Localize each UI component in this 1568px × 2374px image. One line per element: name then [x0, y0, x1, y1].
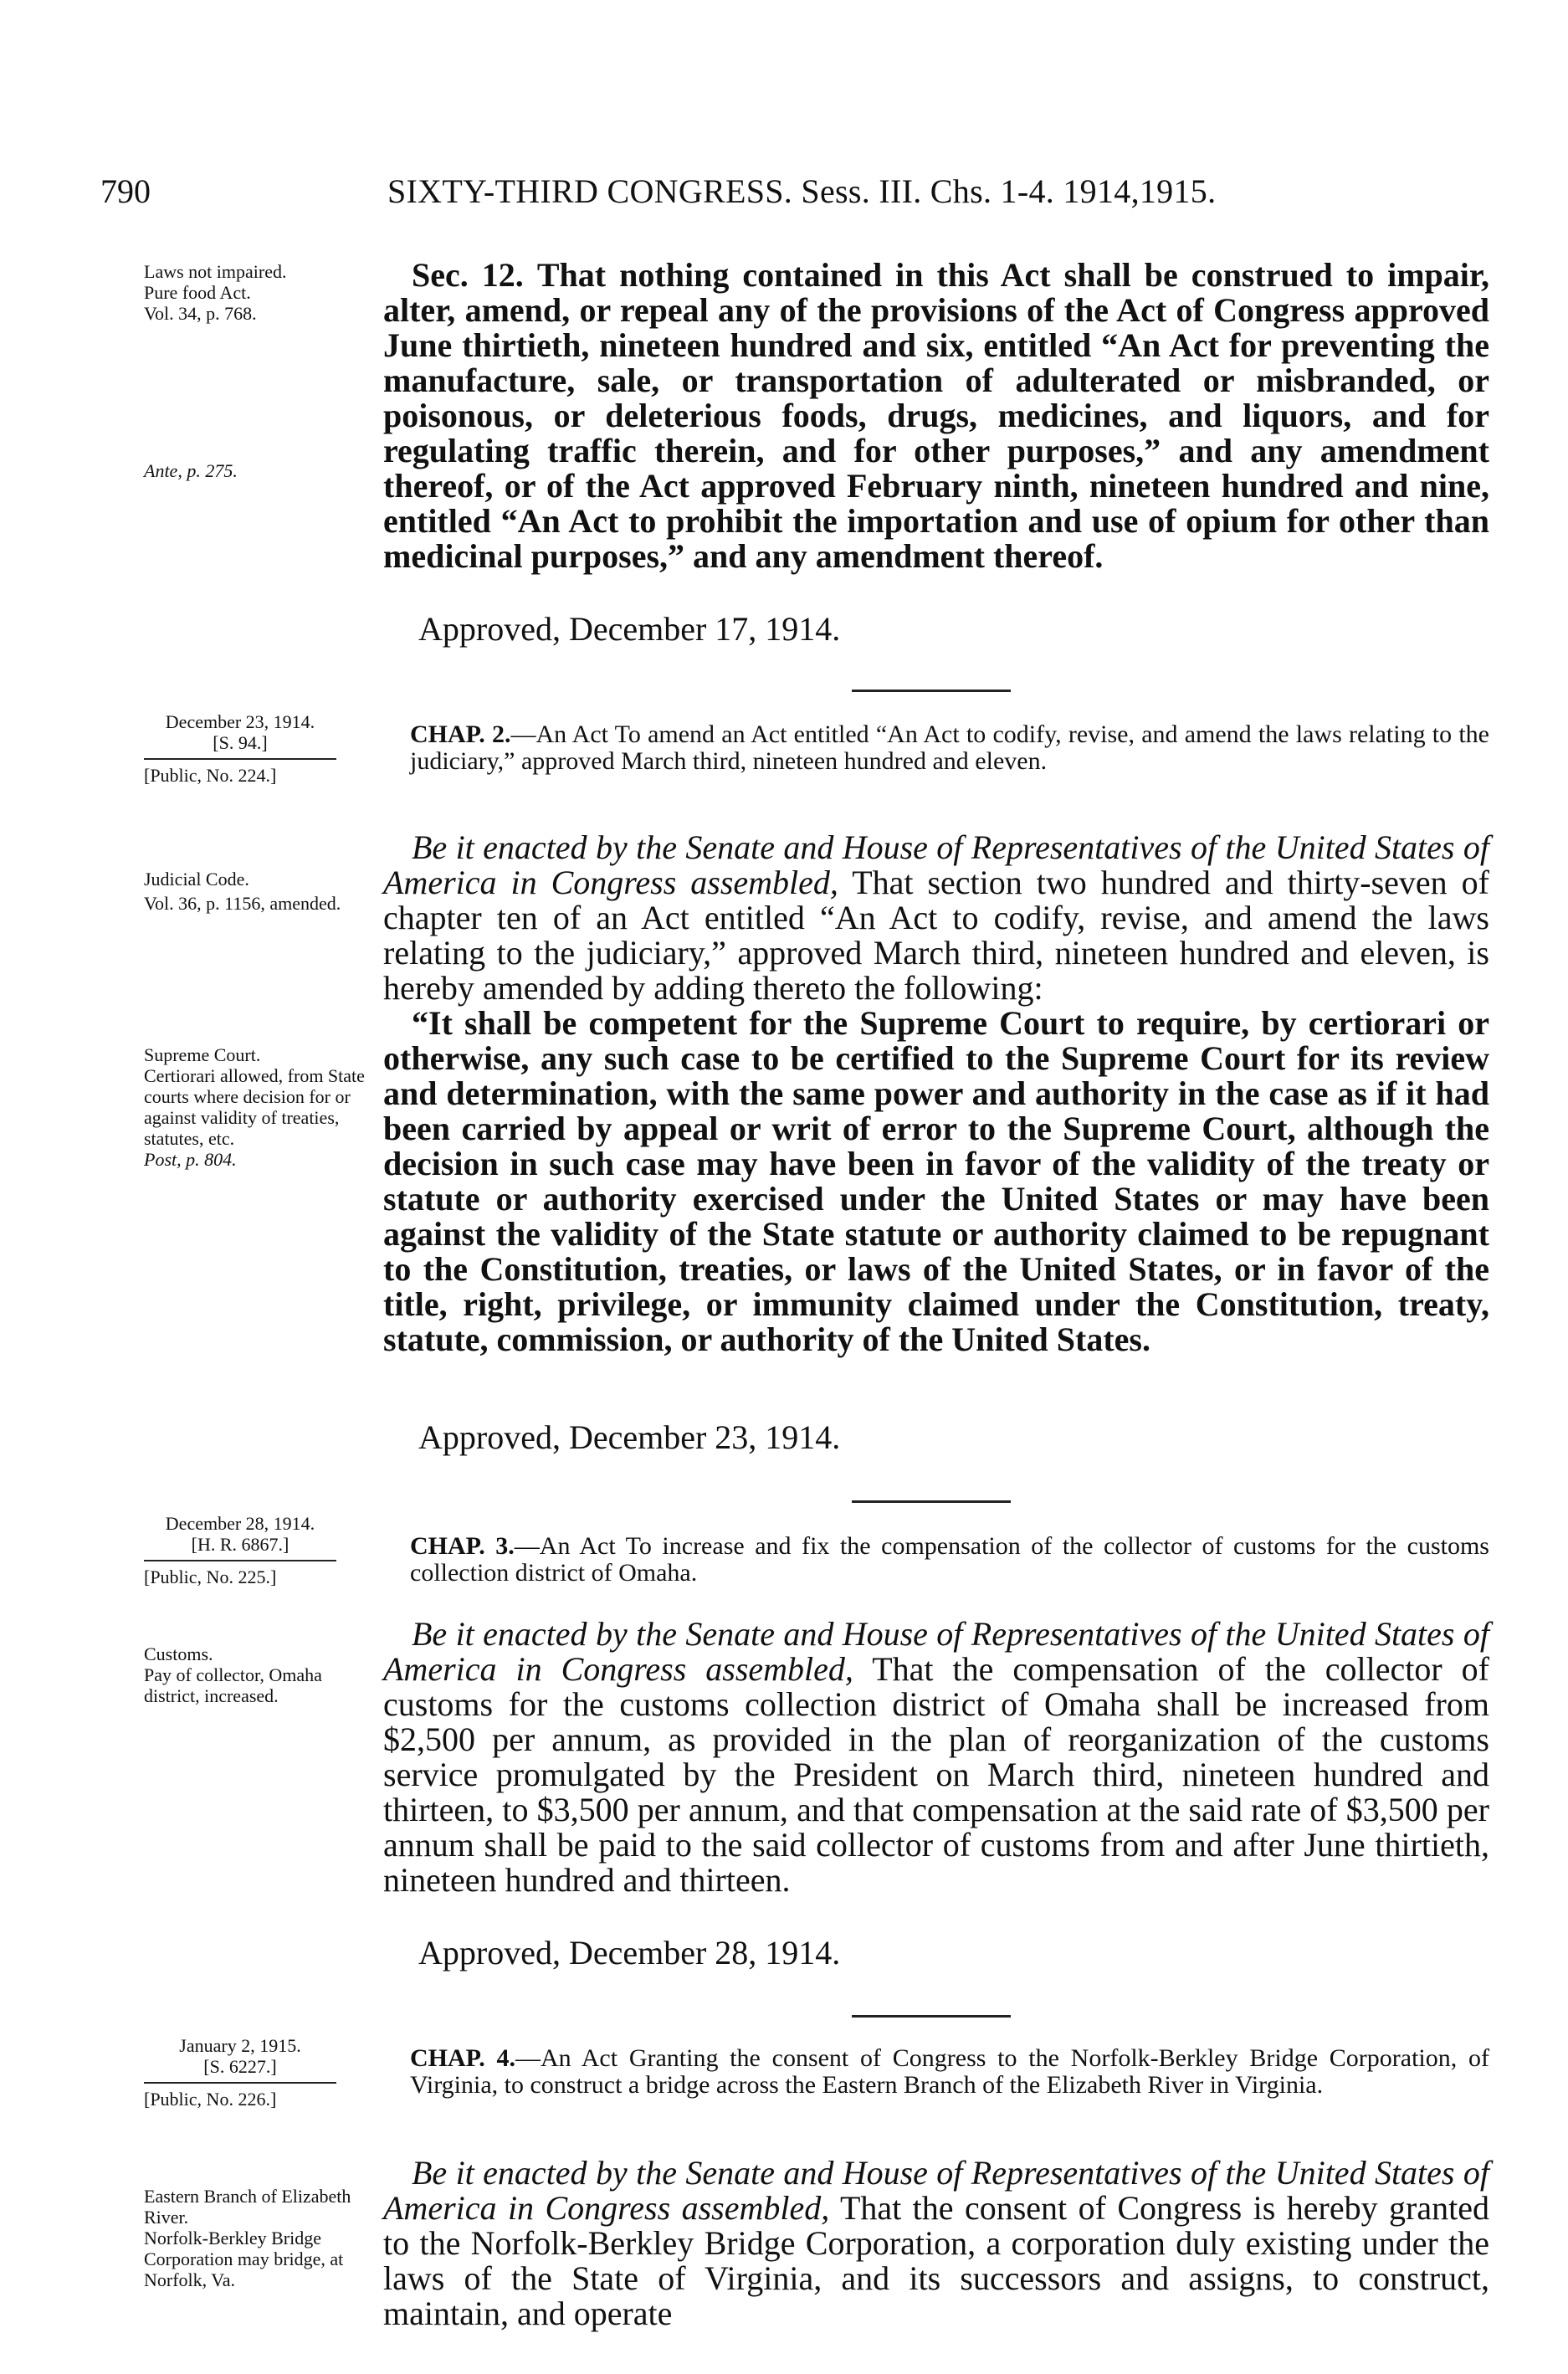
margin-rule [144, 758, 336, 760]
margin-rule [144, 2082, 336, 2084]
chap2-bill: [S. 94.] [213, 732, 268, 753]
chap4-title-text: —An Act Granting the consent of Congress to the Norfolk-Berkley Bridge Corporation, of Virginia, to construct a bridge across the Eastern Branch of the Elizabeth River in Virginia. [410, 2044, 1489, 2099]
margin-judicial-code [144, 869, 378, 914]
chap4-label: CHAP. 4. [410, 2044, 515, 2072]
margin-rule [144, 1560, 336, 1561]
margin-customs [144, 1643, 378, 1706]
chap3-public-no: [Public, No. 225.] [144, 1566, 277, 1587]
margin-laws-not-impaired: Laws not impaired. [144, 261, 287, 282]
chap2-para-2: “It shall be competent for the Supreme Court to require, by certiorari or otherwise, any such case to be certified to the Supreme Court for its review and determination, with the same power and authority in the case as if it had been carried by appeal or writ of error to the Supreme Court, although the decision in such case may have been in favor of the validity of the treaty or statute or authority exercised under the United States or may have been against the validity of the State statute or authority claimed to be repugnant to the Constitution, treaties, or laws of the United States, or in favor of the title, right, privilege, or immunity claimed under the Constitution, treaty, statute, commission, or authority of the United States. [383, 1004, 1489, 1358]
chap4-date: January 2, 1915. [179, 2035, 301, 2056]
margin-chap3-info [144, 1513, 378, 1587]
chap2-text [383, 830, 1489, 1357]
chap4-bill: [S. 6227.] [203, 2056, 277, 2077]
margin-vol-34: Vol. 34, p. 768. [144, 303, 257, 324]
chap3-enacting-clause: Be it enacted by the Senate and House of Representatives of the United States of America in Congress assembled, [383, 1615, 1489, 1688]
margin-pure-food-act: Pure food Act. [144, 282, 251, 303]
chap3-date: December 28, 1914. [165, 1513, 315, 1534]
chap2-label: CHAP. 2. [410, 720, 511, 748]
chap3-label: CHAP. 3. [410, 1532, 515, 1560]
chap2-public-no: [Public, No. 224.] [144, 765, 277, 786]
chap2-title-text: —An Act To amend an Act entitled “An Act to codify, revise, and amend the laws relating to the judiciary,” approved March third, nineteen hundred and eleven. [410, 720, 1489, 775]
margin-certiorari: Certiorari allowed, from State courts where decision for or against validity of treaties, statutes, etc. [144, 1065, 365, 1149]
margin-pay-of-collector: Pay of collector, Omaha district, increased. [144, 1664, 322, 1706]
chap2-para-1: That section two hundred and thirty-seven of chapter ten of an Act entitled “An Act to codify, revise, and amend the laws relating to the judiciary,” approved March third, nineteen hundred and eleven, is hereby amended by adding thereto the following: [383, 864, 1489, 1007]
chap4-text [383, 2156, 1489, 2331]
margin-norfolk-berkley: Norfolk-Berkley Bridge Corporation may bridge, at Norfolk, Va. [144, 2228, 344, 2290]
separator-rule [852, 2015, 1011, 2018]
chap3-para-1: That the compensation of the collector of customs for the customs collection district of Omaha shall be increased from $2,500 per annum, as provided in the plan of reorganization of the customs service promulgated by the President on March third, nineteen hundred and thirteen, to $3,500 per annum, and that compensation at the said rate of $3,500 per annum shall be paid to the said collector of customs from and after June thirtieth, nineteen hundred and thirteen. [383, 1650, 1489, 1899]
approved-dec-23: Approved, December 23, 1914. [418, 1418, 841, 1456]
chap4-para-1: That the consent of Congress is hereby granted to the Norfolk-Berkley Bridge Corporation, a corporation duly existing under the laws of the State of Virginia, and its successors and assigns, to construct, maintain, and operate [383, 2189, 1489, 2332]
chap3-title [410, 1533, 1489, 1587]
chap3-bill: [H. R. 6867.] [191, 1534, 290, 1555]
margin-vol-36: Vol. 36, p. 1156, amended. [144, 893, 341, 914]
margin-chap4-info [144, 2035, 378, 2110]
margin-judicial: Judicial Code. [144, 869, 249, 890]
separator-rule [852, 690, 1011, 692]
section-12-text [383, 258, 1489, 574]
margin-customs-label: Customs. [144, 1643, 213, 1664]
header-title: SIXTY-THIRD CONGRESS. Sess. III. Chs. 1-4. 1914,1915. [387, 172, 1217, 210]
chap4-title [410, 2045, 1489, 2099]
chap2-title [410, 721, 1489, 775]
approved-dec-28: Approved, December 28, 1914. [418, 1934, 841, 1971]
margin-post: Post, p. 804. [144, 1149, 237, 1170]
section-label: Sec. 12. [412, 256, 524, 294]
chap4-enacting-clause: Be it enacted by the Senate and House of Representatives of the United States of America in Congress assembled, [383, 2154, 1489, 2227]
running-header [100, 172, 1489, 222]
chap2-date: December 23, 1914. [165, 711, 315, 732]
chap3-text [383, 1617, 1489, 1898]
margin-supreme: Supreme Court. [144, 1044, 261, 1065]
margin-note-laws-not-impaired [144, 261, 378, 324]
chap2-enacting-clause: Be it enacted by the Senate and House of Representatives of the United States of America in Congress assembled, [383, 828, 1489, 901]
margin-eastern: Eastern Branch of Elizabeth River. [144, 2186, 351, 2228]
chap3-title-text: —An Act To increase and fix the compensation of the collector of customs for the customs collection district of Omaha. [410, 1532, 1489, 1587]
approved-dec-17: Approved, December 17, 1914. [418, 610, 841, 648]
chap4-public-no: [Public, No. 226.] [144, 2089, 277, 2110]
page-number: 790 [100, 172, 151, 210]
margin-chap2-info [144, 711, 378, 786]
section-12-body: That nothing contained in this Act shall be construed to impair, alter, amend, or repeal any of the provisions of the Act of Congress approved June thirtieth, nineteen hundred and six, entitled “An Act for preventing the manufacture, sale, or transportation of adulterated or misbranded, or poisonous, or deleterious foods, drugs, medicines, and liquors, and for regulating traffic therein, and for other purposes,” and any amendment thereof, or of the Act approved February ninth, nineteen hundred and nine, entitled “An Act to prohibit the importation and use of opium for other than medicinal purposes,” and any amendment thereof. [383, 256, 1489, 575]
margin-supreme-court [144, 1044, 378, 1170]
margin-eastern-branch [144, 2186, 378, 2290]
margin-ante: Ante, p. 275. [144, 460, 238, 481]
separator-rule [852, 1500, 1011, 1503]
